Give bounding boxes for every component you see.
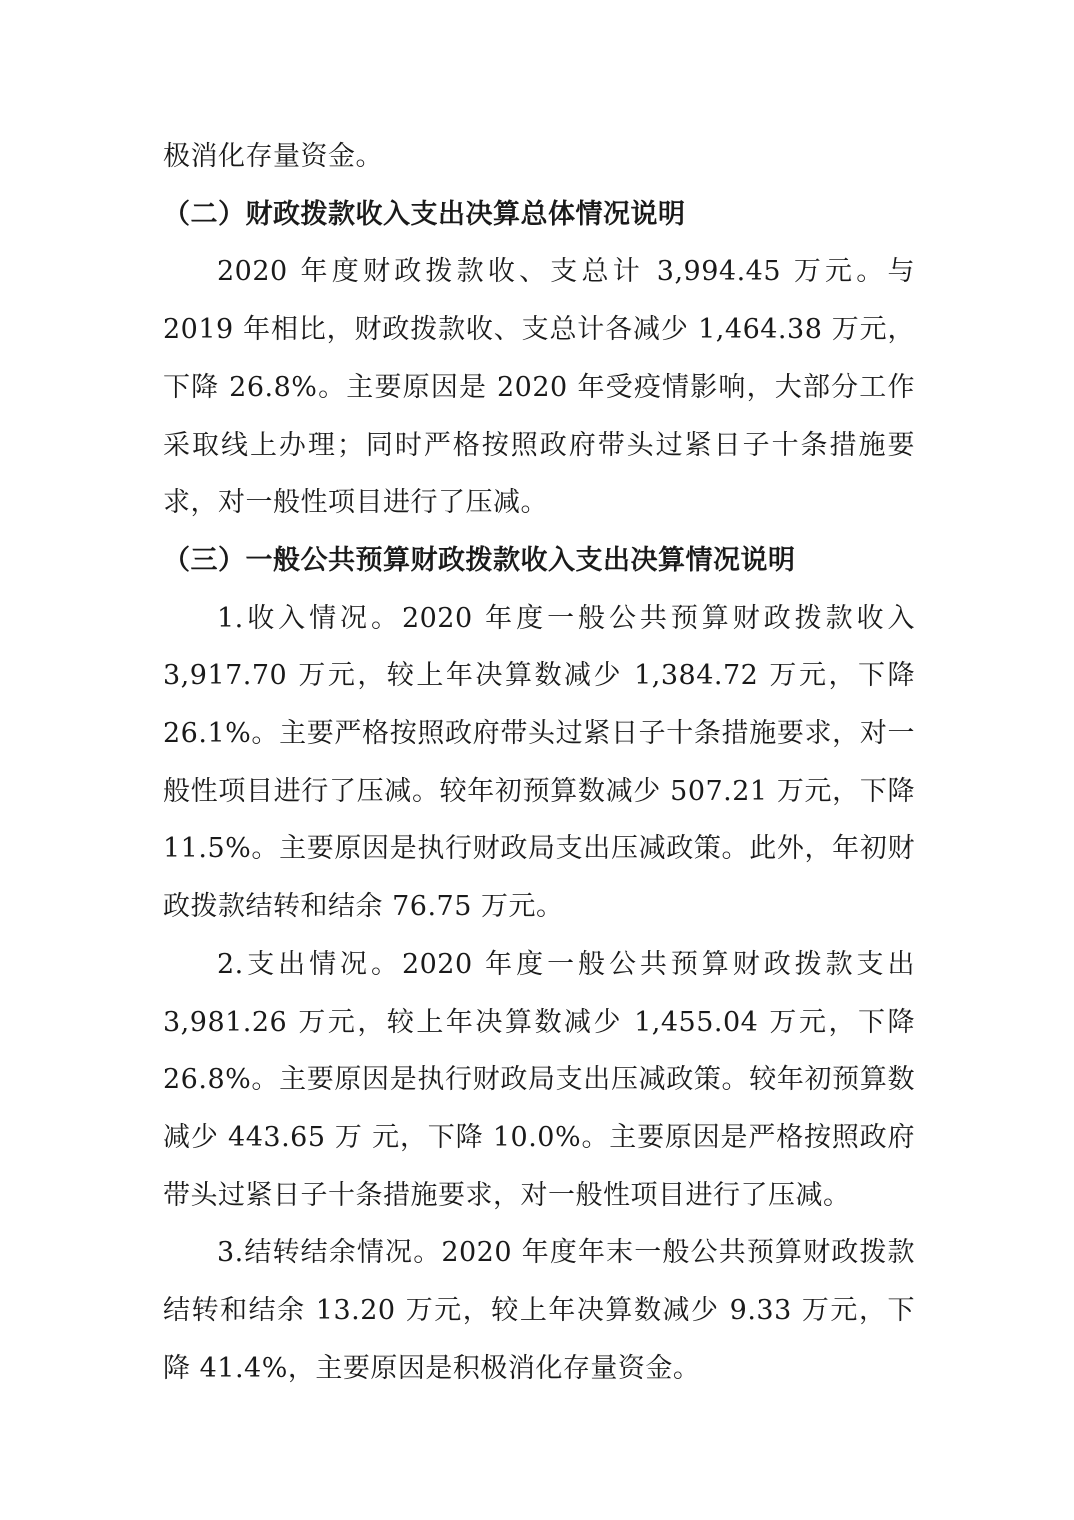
paragraph-expenditure: 2.支出情况。2020 年度一般公共预算财政拨款支出 3,981.26 万元，较上年决算数减少 1,455.04 万元，下降 26.8%。主要原因是执行财政局支出压减政策。较年初预算数减少 443.65 万 元，下降 10.0%。主要原因是严格按照政府带头过紧日子十条措施要求，对一般性项目进行了压减。 xyxy=(163,948,915,1211)
document-body xyxy=(163,128,915,1397)
paragraph-overall: 2020 年度财政拨款收、支总计 3,994.45 万元。与 2019 年相比，财政拨款收、支总计各减少 1,464.38 万元，下降 26.8%。主要原因是 2020 年受疫情影响，大部分工作采取线上办理；同时严格按照政府带头过紧日子十条措施要求，对一般性项目进行了压减。 xyxy=(163,256,915,519)
paragraph-income: 1.收入情况。2020 年度一般公共预算财政拨款收入 3,917.70 万元，较上年决算数减少 1,384.72 万元，下降 26.1%。主要严格按照政府带头过紧日子十条措施要求，对一般性项目进行了压减。较年初预算数减少 507.21 万元，下降 11.5%。主要原因是执行财政局支出压减政策。此外，年初财政拨款结转和结余 76.75 万元。 xyxy=(163,602,915,923)
section-heading-2: （二）财政拨款收入支出决算总体情况说明 xyxy=(163,198,686,230)
paragraph-carryover: 3.结转结余情况。2020 年度年末一般公共预算财政拨款结转和结余 13.20 万元，较上年决算数减少 9.33 万元，下降 41.4%，主要原因是积极消化存量资金。 xyxy=(163,1237,915,1384)
section-heading-3: （三）一般公共预算财政拨款收入支出决算情况说明 xyxy=(163,544,796,576)
continuation-line: 极消化存量资金。 xyxy=(163,141,383,172)
